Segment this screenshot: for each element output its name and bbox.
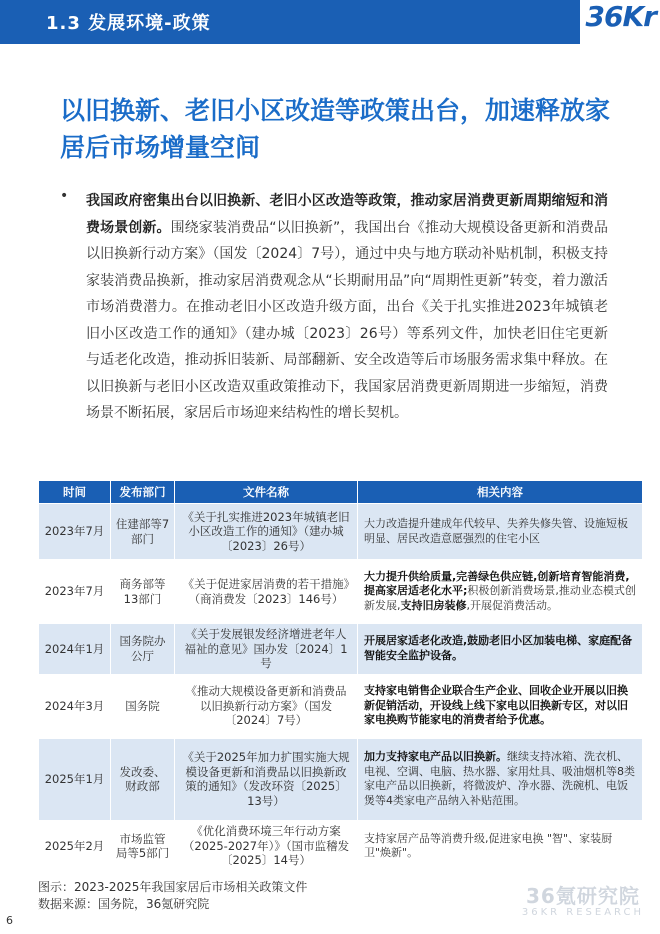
cell-content-bold: 加力支持家电产品以旧换新。 (364, 750, 507, 763)
cell-dept: 市场监管局等5部门 (111, 820, 175, 872)
page-headline: 以旧换新、老旧小区改造等政策出台，加速释放家居后市场增量空间 (60, 96, 611, 162)
cell-content-bold: 支持家电销售企业联合生产企业、回收企业开展以旧换新促销活动，开设线上线下家电以旧换新专区，对以旧家电换购节能家电的消费者给予优惠。 (364, 684, 628, 727)
cell-dept: 发改委、财政部 (111, 738, 175, 820)
cell-dept: 国务院 (111, 674, 175, 738)
cell-content (358, 560, 643, 624)
watermark (522, 880, 644, 918)
policy-table (38, 480, 643, 873)
cell-content (358, 820, 643, 872)
body-lead-bold: 我国政府密集出台以旧换新、老旧小区改造等政策，推动家居消费更新周期缩短和消费场景创新。 (86, 193, 608, 236)
cell-content-text: 支持家居产品等消费升级,促进家电换 "智"、家装厨卫"焕新"。 (364, 831, 613, 859)
cell-doc: 《关于促进家居消费的若干措施》（商消费发〔2023〕146号） (175, 560, 358, 624)
cell-doc: 《关于2025年加力扩围实施大规模设备更新和消费品以旧换新政策的通知》（发改环资〔2025〕13号） (175, 738, 358, 820)
cell-content-bold-2: 支持旧房装修 (400, 598, 467, 612)
figure-caption (38, 879, 307, 913)
cell-content-text-2: ,开展促消费活动。 (466, 598, 558, 612)
bullet-marker: • (60, 188, 69, 204)
cell-time: 2023年7月 (39, 504, 111, 560)
cell-dept: 商务部等13部门 (111, 560, 175, 624)
logo-36kr: 36Kr (585, 0, 656, 33)
watermark-main: 36氪研究院 (526, 884, 640, 908)
cell-content-text: 继续支持冰箱、洗衣机、电视、空调、电脑、热水器、家用灶具、吸油烟机等8类家电产品以旧换新，将微波炉、净水器、洗碗机、电饭煲等4类家电产品纳入补贴范围。 (364, 750, 635, 807)
caption-title: 图示：2023-2025年我国家居后市场相关政策文件 (38, 880, 308, 894)
cell-doc: 《推动大规模设备更新和消费品以旧换新行动方案》（国发〔2024〕7号） (175, 674, 358, 738)
watermark-sub: 36KR RESEARCH (521, 907, 644, 918)
page-number: 6 (6, 914, 13, 927)
cell-doc: 《优化消费环境三年行动方案（2025-2027年）》（国市监稽发〔2025〕14号） (175, 820, 358, 872)
body-paragraph (86, 188, 608, 427)
body-text: 围绕家装消费品“以旧换新”，我国出台《推动大规模设备更新和消费品以旧换新行动方案》（国发〔2024〕7号），通过中央与地方联动补贴机制，积极支持家装消费品换新，推动家居消费观念从“长期耐用品”向“周期性更新”转变，着力激活市场消费潜力。在推动老旧小区改造升级方面，出台《关于扎实推进2023年城镇老旧小区改造工作的通知》（建办城〔2023〕26号）等系列文件，加快老旧住宅更新与适老化改造，推动拆旧装新、局部翻新、安全改造等后市场服务需求集中释放。在以旧换新与老旧小区改造双重政策推动下，我国家居消费更新周期进一步缩短，消费场景不断拓展，家居后市场迎来结构性的增长契机。 (86, 219, 609, 421)
cell-content (358, 674, 643, 738)
table-row (39, 624, 643, 675)
cell-time: 2024年3月 (39, 674, 111, 738)
table-row (39, 674, 643, 738)
header-dept: 发布部门 (111, 481, 175, 504)
header-time: 时间 (39, 481, 111, 504)
cell-content (358, 738, 643, 820)
cell-content-bold: 大力提升供给质量,完善绿色供应链,创新培育智能消费,提高家居适老化水平; (364, 569, 630, 598)
cell-content (358, 504, 643, 560)
header-bar (0, 0, 580, 44)
cell-time: 2024年1月 (39, 624, 111, 675)
cell-content-text: 大力改造提升建成年代较早、失养失修失管、设施短板明显、居民改造意愿强烈的住宅小区 (364, 517, 628, 545)
cell-dept: 住建部等7部门 (111, 504, 175, 560)
cell-time: 2025年1月 (39, 738, 111, 820)
cell-content-bold: 开展居家适老化改造,鼓励老旧小区加装电梯、家庭配备智能安全监护设备。 (364, 634, 633, 662)
table-row (39, 504, 643, 560)
table-row (39, 820, 643, 872)
section-title: 1.3 发展环境-政策 (46, 13, 211, 34)
cell-time: 2025年2月 (39, 820, 111, 872)
cell-doc: 《关于扎实推进2023年城镇老旧小区改造工作的通知》（建办城〔2023〕26号） (175, 504, 358, 560)
table-row (39, 560, 643, 624)
cell-dept: 国务院办公厅 (111, 624, 175, 675)
table-row (39, 738, 643, 820)
header-content: 相关内容 (358, 481, 643, 504)
cell-content (358, 624, 643, 675)
header-doc: 文件名称 (175, 481, 358, 504)
caption-source: 数据来源：国务院，36氪研究院 (38, 897, 210, 911)
cell-content-text: 积极创新消费场景,推动业态模式创新发展, (364, 584, 636, 612)
table-header-row (39, 481, 643, 504)
cell-doc: 《关于发展银发经济增进老年人福祉的意见》国办发〔2024〕1号 (175, 624, 358, 675)
cell-time: 2023年7月 (39, 560, 111, 624)
